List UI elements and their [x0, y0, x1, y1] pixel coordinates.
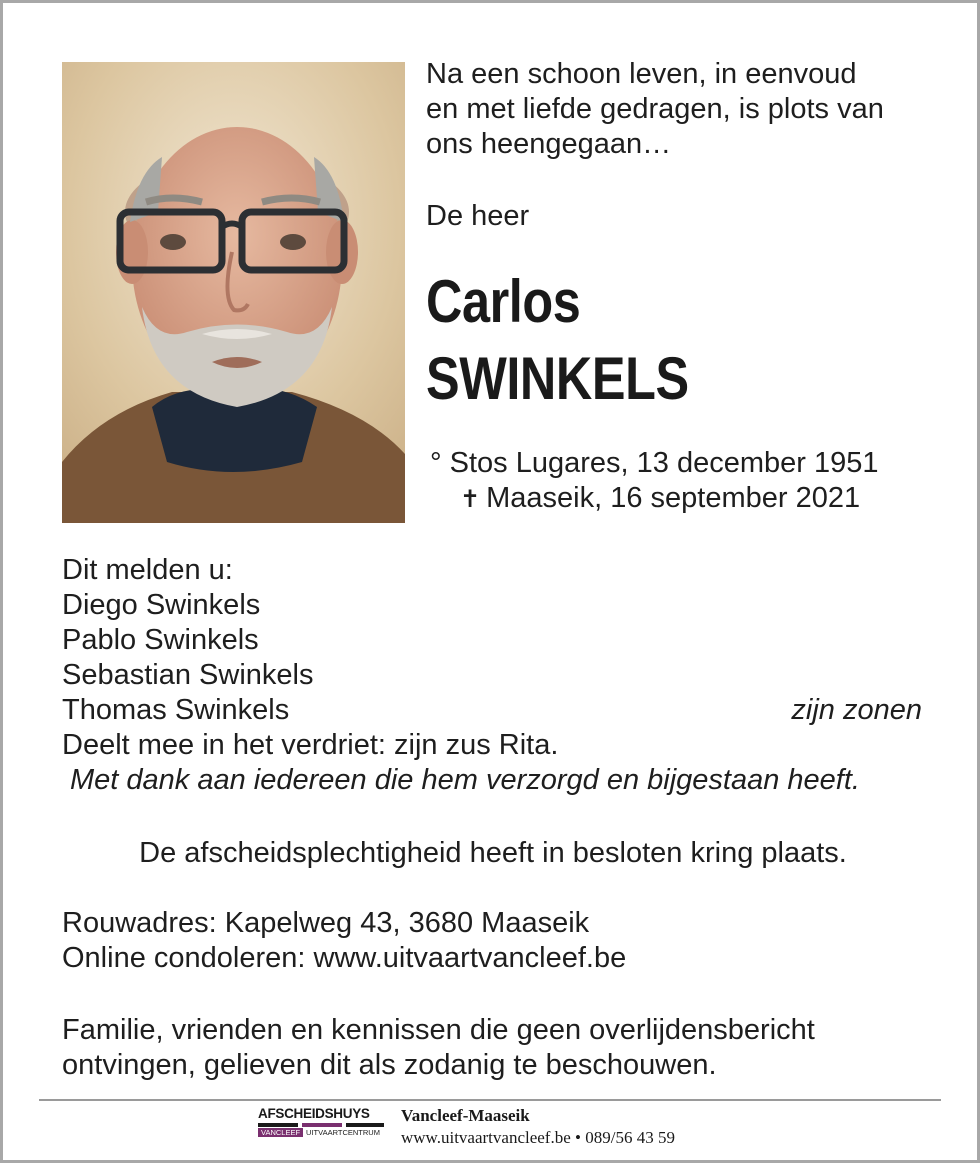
family-member: Thomas Swinkels	[62, 694, 290, 726]
company-name: Vancleef-Maaseik	[401, 1106, 530, 1125]
footer-divider	[39, 1099, 941, 1101]
logo-title: AFSCHEIDSHUYS	[258, 1106, 370, 1121]
logo-sub-right: UITVAARTCENTRUM	[306, 1128, 380, 1137]
birth-line: ° Stos Lugares, 13 december 1951	[430, 447, 879, 479]
deceased-last-name: SWINKELS	[426, 345, 689, 412]
shares-grief: Deelt mee in het verdriet: zijn zus Rita.	[62, 729, 559, 761]
phone-number: 089/56 43 59	[585, 1128, 675, 1147]
salutation: De heer	[426, 200, 530, 232]
deceased-first-name: Carlos	[426, 268, 581, 335]
family-section	[62, 553, 922, 798]
website-link[interactable]: www.uitvaartvancleef.be	[401, 1128, 571, 1147]
footer-contact	[401, 1127, 675, 1148]
logo-bar	[258, 1123, 384, 1127]
closing-line: ontvingen, gelieven dit als zodanig te beschouwen.	[62, 1049, 717, 1081]
relation-label: zijn zonen	[791, 694, 922, 726]
mourning-address: Rouwadres: Kapelweg 43, 3680 Maaseik	[62, 907, 590, 939]
death-place-date: Maaseik, 16 september 2021	[486, 482, 861, 514]
family-member: Diego Swinkels	[62, 589, 261, 621]
logo-sub-left: VANCLEEF	[258, 1128, 303, 1137]
family-member: Pablo Swinkels	[62, 624, 259, 656]
footer-info	[401, 1106, 675, 1148]
logo-subtitle	[258, 1128, 384, 1137]
intro-line: Na een schoon leven, in eenvoud	[426, 58, 857, 90]
intro-text	[426, 57, 946, 162]
thanks-line: Met dank aan iedereen die hem verzorgd en bijgestaan heeft.	[70, 764, 860, 796]
contact-info	[62, 906, 626, 976]
funeral-home-logo	[258, 1107, 384, 1137]
portrait-illustration	[62, 62, 405, 523]
family-member-row	[62, 693, 922, 728]
intro-line: en met liefde gedragen, is plots van	[426, 93, 884, 125]
portrait-photo	[62, 62, 405, 523]
announced-by: Dit melden u:	[62, 554, 233, 586]
death-line	[460, 481, 860, 517]
ceremony-notice: De afscheidsplechtigheid heeft in besloten kring plaats.	[139, 837, 847, 869]
separator: •	[575, 1128, 581, 1147]
closing-line: Familie, vrienden en kennissen die geen overlijdensbericht	[62, 1014, 815, 1046]
cross-icon: ✝	[460, 486, 481, 513]
closing-notice	[62, 1013, 815, 1083]
family-member: Sebastian Swinkels	[62, 659, 314, 691]
online-condolence: Online condoleren: www.uitvaartvancleef.be	[62, 942, 627, 974]
intro-line: ons heengegaan…	[426, 128, 672, 160]
